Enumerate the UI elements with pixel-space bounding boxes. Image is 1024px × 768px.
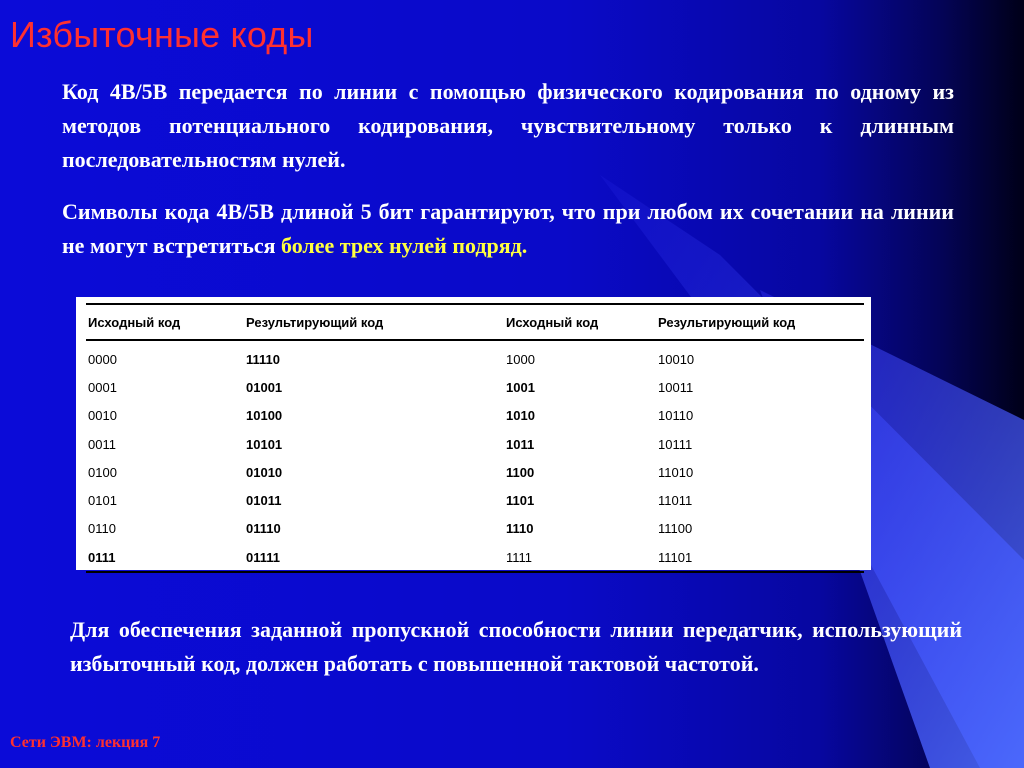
table-row	[86, 430, 864, 458]
header-result-code-1: Результирующий код	[244, 304, 504, 340]
source-cell: 1100	[506, 464, 535, 480]
result-cell: 11100	[658, 521, 693, 537]
source-cell: 1010	[506, 408, 535, 424]
header-source-code-2: Исходный код	[504, 304, 656, 340]
source-cell: 1101	[506, 493, 535, 509]
result-cell: 10011	[658, 379, 694, 395]
result-cell: 10100	[246, 408, 283, 424]
header-result-code-2: Результирующий код	[656, 304, 864, 340]
code-table-image	[76, 297, 871, 570]
result-cell: 10110	[658, 408, 694, 424]
code-table	[86, 303, 864, 573]
slide-footer: Сети ЭВМ: лекция 7	[10, 734, 161, 751]
source-cell: 0101	[88, 493, 117, 509]
source-cell: 0111	[86, 543, 244, 572]
paragraph-guarantee-main: Символы кода 4B/5B длиной 5 бит гарантируют, что при любом их сочетании на линии не могут встретиться	[62, 199, 954, 258]
source-cell: 1001	[506, 379, 535, 395]
table-row	[86, 458, 864, 486]
result-cell: 10010	[658, 351, 695, 367]
highlighted-phrase: более трех нулей подряд.	[281, 233, 528, 258]
table-row	[86, 340, 864, 373]
result-cell: 11101	[656, 543, 864, 572]
slide-title: Избыточные коды	[10, 14, 314, 55]
source-cell: 0100	[88, 464, 117, 480]
table-header-row	[86, 304, 864, 340]
result-cell: 10111	[658, 436, 693, 452]
source-cell: 1111	[504, 543, 656, 572]
result-cell: 11011	[658, 493, 693, 509]
source-cell: 1011	[506, 436, 535, 452]
source-cell: 0001	[88, 379, 117, 395]
header-source-code-1: Исходный код	[86, 304, 244, 340]
result-cell: 01010	[246, 464, 283, 480]
source-cell: 1110	[506, 521, 534, 537]
table-row	[86, 543, 864, 572]
paragraph-guarantee	[62, 195, 954, 263]
result-cell: 01110	[246, 521, 281, 537]
source-cell: 1000	[506, 351, 535, 367]
result-cell: 01111	[244, 543, 504, 572]
result-cell: 11110	[246, 351, 280, 367]
paragraph-clock-rate: Для обеспечения заданной пропускной способности линии передатчик, использующий избыточный код, должен работать с повышенной тактовой частотой.	[70, 617, 962, 676]
source-cell: 0010	[88, 408, 117, 424]
table-row	[86, 373, 864, 401]
table-row	[86, 402, 864, 430]
result-cell: 01001	[246, 379, 283, 395]
result-cell: 01011	[246, 493, 282, 509]
source-cell: 0110	[88, 521, 116, 537]
table-row	[86, 486, 864, 514]
source-cell: 0000	[88, 351, 117, 367]
table-row	[86, 515, 864, 543]
source-cell: 0011	[88, 436, 116, 452]
paragraph-encoding: Код 4B/5B передается по линии с помощью физического кодирования по одному из методов потенциального кодирования, чувствительному только к длинным последовательностям нулей.	[62, 79, 954, 172]
result-cell: 11010	[658, 464, 694, 480]
result-cell: 10101	[246, 436, 283, 452]
